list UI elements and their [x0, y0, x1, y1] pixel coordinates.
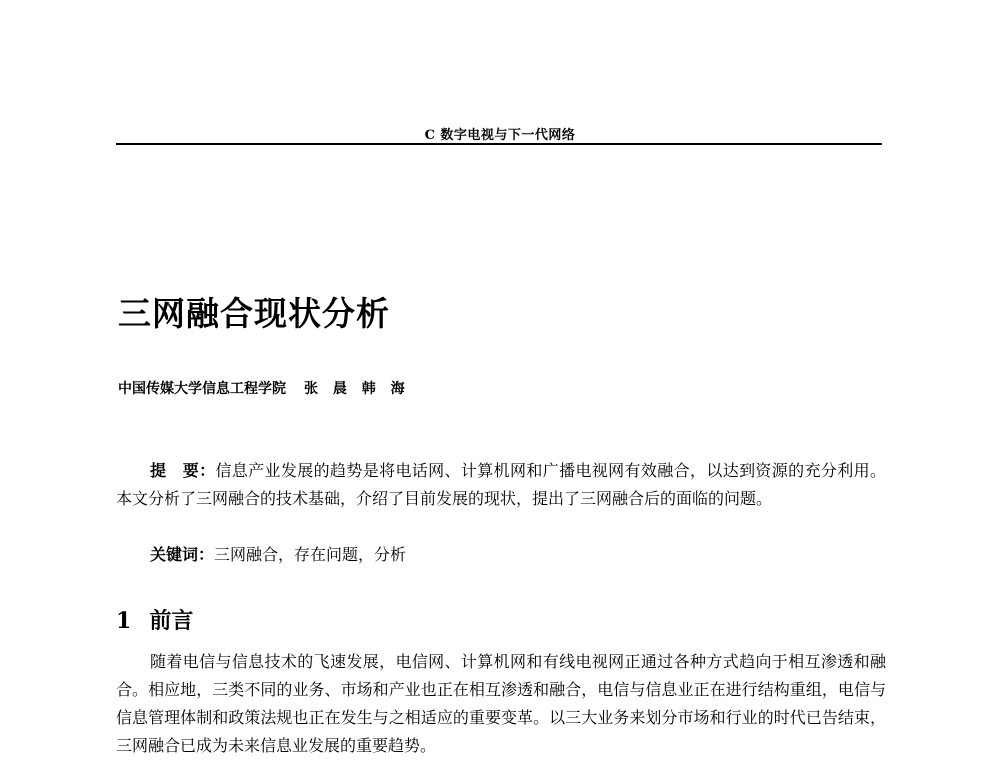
byline [118, 378, 405, 398]
keywords-label: 关键词： [150, 545, 215, 564]
section-number: 1 [116, 608, 132, 634]
abstract [116, 457, 886, 513]
body-paragraph: 随着电信与信息技术的飞速发展，电信网、计算机网和有线电视网正通过各种方式趋向于相互渗透和融合。相应地，三类不同的业务、市场和产业也正在相互渗透和融合，电信与信息业正在进行结构重组，电信与信息管理体制和政策法规也正在发生与之相适应的重要变革。以三大业务来划分市场和行业的时代已告结束，三网融合已成为未来信息业发展的重要趋势。 [116, 652, 886, 755]
affiliation: 中国传媒大学信息工程学院 [118, 381, 286, 397]
abstract-label: 提 要： [150, 461, 216, 480]
authors: 张 晨 韩 海 [304, 381, 405, 397]
paper-title: 三网融合现状分析 [118, 294, 390, 333]
running-header: C 数字电视与下一代网络 [424, 128, 576, 143]
keywords-text: 三网融合，存在问题，分析 [214, 545, 407, 564]
keywords [116, 541, 886, 569]
section-title: 前言 [149, 608, 194, 634]
abstract-text: 信息产业发展的趋势是将电话网、计算机网和广播电视网有效融合，以达到资源的充分利用。本文分析了三网融合的技术基础，介绍了目前发展的现状，提出了三网融合后的面临的问题。 [116, 461, 886, 508]
section-heading [116, 604, 193, 635]
header-rule [116, 143, 882, 145]
